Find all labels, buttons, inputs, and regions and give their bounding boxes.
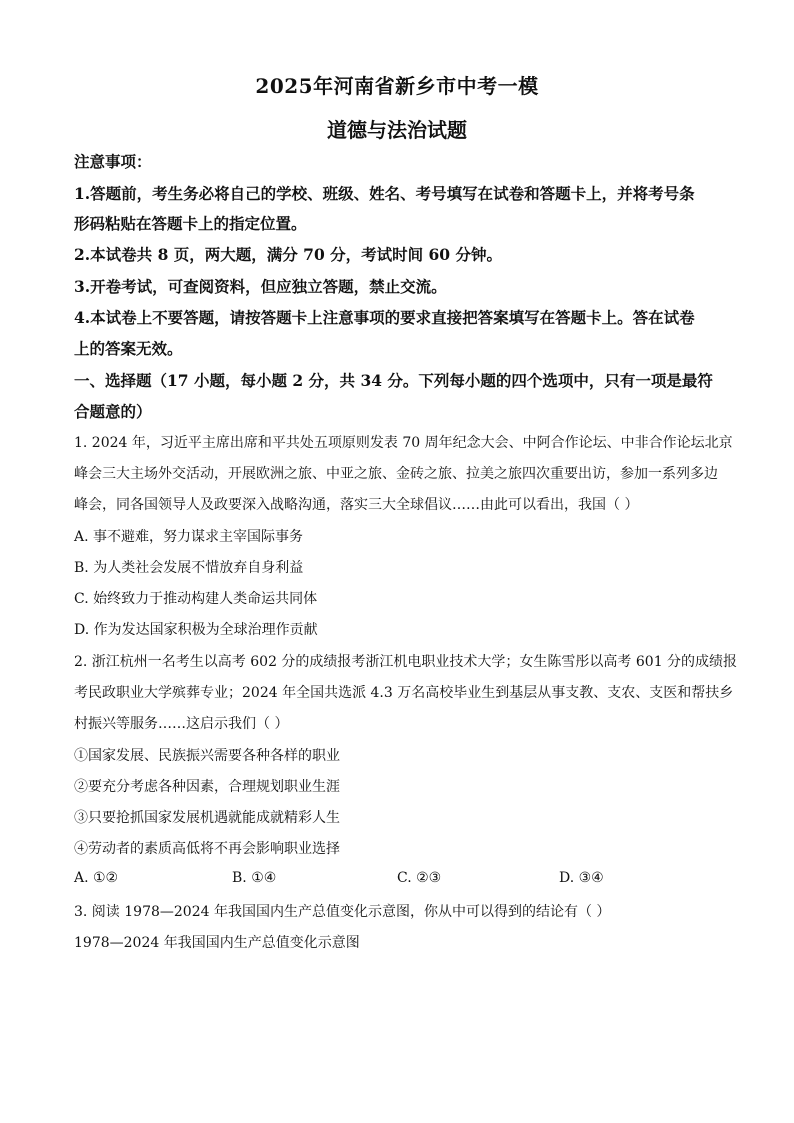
- notice-line: 形码粘贴在答题卡上的指定位置。: [74, 214, 307, 233]
- question-2-statement: ②要充分考虑各种因素，合理规划职业生涯: [74, 779, 340, 795]
- notice-line: 2.本试卷共 8 页，两大题，满分 70 分，考试时间 60 分钟。: [74, 245, 502, 264]
- question-1-text: 峰会，同各国领导人及政要深入战略沟通，落实三大全球倡议……由此可以看出，我国（ ）: [74, 497, 639, 513]
- question-2-option-c: C. ②③: [397, 870, 442, 886]
- figure-caption: 1978—2024 年我国国内生产总值变化示意图: [74, 935, 360, 951]
- exam-subtitle: 道德与法治试题: [327, 118, 467, 142]
- question-2-statement: ①国家发展、民族振兴需要各种各样的职业: [74, 748, 340, 764]
- exam-title: 2025年河南省新乡市中考一模: [255, 74, 539, 98]
- question-1-option-b: B. 为人类社会发展不惜放弃自身利益: [74, 560, 304, 576]
- question-2-option-a: A. ①②: [74, 870, 119, 886]
- question-2-text: 考民政职业大学殡葬专业；2024 年全国共选派 4.3 万名高校毕业生到基层从事支教、支农、支医和帮扶乡: [74, 685, 734, 701]
- notice-heading: 注意事项：: [74, 152, 152, 171]
- question-2-option-d: D. ③④: [559, 870, 604, 886]
- notice-line: 1.答题前，考生务必将自己的学校、班级、姓名、考号填写在试卷和答题卡上，并将考号条: [74, 184, 695, 203]
- notice-line: 3.开卷考试，可查阅资料，但应独立答题，禁止交流。: [74, 277, 447, 296]
- question-2-text: 2. 浙江杭州一名考生以高考 602 分的成绩报考浙江机电职业技术大学；女生陈雪彤以高考 601 分的成绩报: [74, 654, 738, 670]
- question-1-option-a: A. 事不避难，努力谋求主宰国际事务: [74, 529, 304, 545]
- notice-line: 上的答案无效。: [74, 339, 183, 358]
- question-1-text: 峰会三大主场外交活动，开展欧洲之旅、中亚之旅、金砖之旅、拉美之旅四次重要出访，参加一系列多边: [74, 466, 718, 482]
- question-3-text: 3. 阅读 1978—2024 年我国国内生产总值变化示意图，你从中可以得到的结论有（ ）: [74, 904, 611, 920]
- question-2-statement: ④劳动者的素质高低将不再会影响职业选择: [74, 841, 340, 857]
- question-2-options: [74, 870, 724, 890]
- question-1-text: 1. 2024 年，习近平主席出席和平共处五项原则发表 70 周年纪念大会、中阿合作论坛、中非合作论坛北京: [74, 435, 733, 451]
- section-heading: 一、选择题（17 小题，每小题 2 分，共 34 分。下列每小题的四个选项中，只有一项是最符: [74, 371, 713, 390]
- question-1-option-d: D. 作为发达国家积极为全球治理作贡献: [74, 622, 318, 638]
- question-2-option-b: B. ①④: [232, 870, 277, 886]
- question-2-text: 村振兴等服务……这启示我们（ ）: [74, 716, 289, 732]
- notice-line: 4.本试卷上不要答题，请按答题卡上注意事项的要求直接把答案填写在答题卡上。答在试卷: [74, 308, 695, 327]
- section-heading: 合题意的）: [74, 402, 152, 421]
- question-2-statement: ③只要抢抓国家发展机遇就能成就精彩人生: [74, 810, 340, 826]
- question-1-option-c: C. 始终致力于推动构建人类命运共同体: [74, 591, 318, 607]
